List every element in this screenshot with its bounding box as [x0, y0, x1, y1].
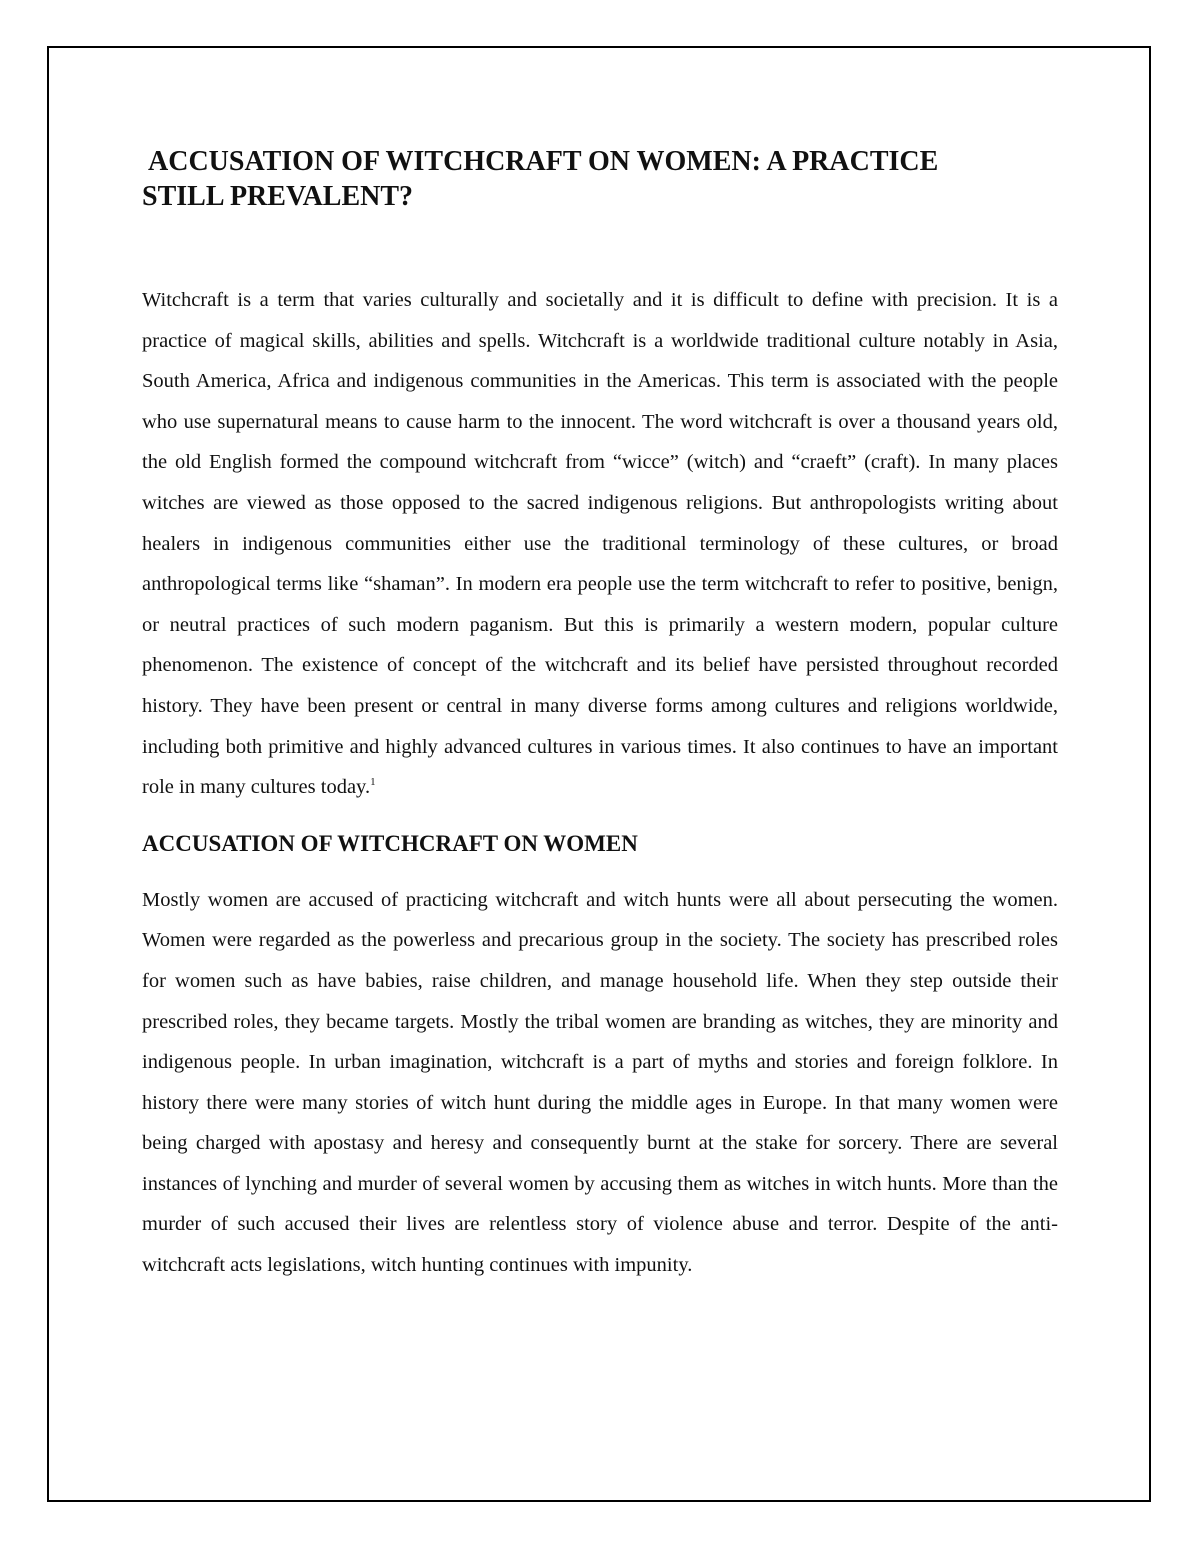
- document-body: [142, 144, 1058, 1286]
- document-title: [142, 144, 1058, 214]
- footnote-reference: 1: [370, 776, 376, 789]
- intro-paragraph-text: Witchcraft is a term that varies culturally and societally and it is difficult to define with precision. It is a practice of magical skills, abilities and spells. Witchcraft is a worldwide traditional culture notably in Asia, South America, Africa and indigenous communities in the Americas. This term is associated with the people who use supernatural means to cause harm to the innocent. The word witchcraft is over a thousand years old, the old English formed the compound witchcraft from “wicce” (witch) and “craeft” (craft). In many places witches are viewed as those opposed to the sacred indigenous religions. But anthropologists writing about healers in indigenous communities either use the traditional terminology of these cultures, or broad anthropological terms like “shaman”. In modern era people use the term witchcraft to refer to positive, benign, or neutral practices of such modern paganism. But this is primarily a western modern, popular culture phenomenon. The existence of concept of the witchcraft and its belief have persisted throughout recorded history. They have been present or central in many diverse forms among cultures and religions worldwide, including both primitive and highly advanced cultures in various times. It also continues to have an important role in many cultures today.: [142, 289, 1058, 799]
- title-line-1: ACCUSATION OF WITCHCRAFT ON WOMEN: A PRACTICE: [148, 146, 939, 177]
- section-paragraph: Mostly women are accused of practicing witchcraft and witch hunts were all about persecuting the women. Women were regarded as the powerless and precarious group in the society. The society has prescribed roles for women such as have babies, raise children, and manage household life. When they step outside their prescribed roles, they became targets. Mostly the tribal women are branding as witches, they are minority and indigenous people. In urban imagination, witchcraft is a part of myths and stories and foreign folklore. In history there were many stories of witch hunt during the middle ages in Europe. In that many women were being charged with apostasy and heresy and consequently burnt at the stake for sorcery. There are several instances of lynching and murder of several women by accusing them as witches in witch hunts. More than the murder of such accused their lives are relentless story of violence abuse and terror. Despite of the anti-witchcraft acts legislations, witch hunting continues with impunity.: [142, 888, 1058, 1277]
- section-heading: ACCUSATION OF WITCHCRAFT ON WOMEN: [142, 830, 638, 856]
- intro-paragraph: [142, 280, 1058, 808]
- title-line-2: STILL PREVALENT?: [142, 181, 414, 212]
